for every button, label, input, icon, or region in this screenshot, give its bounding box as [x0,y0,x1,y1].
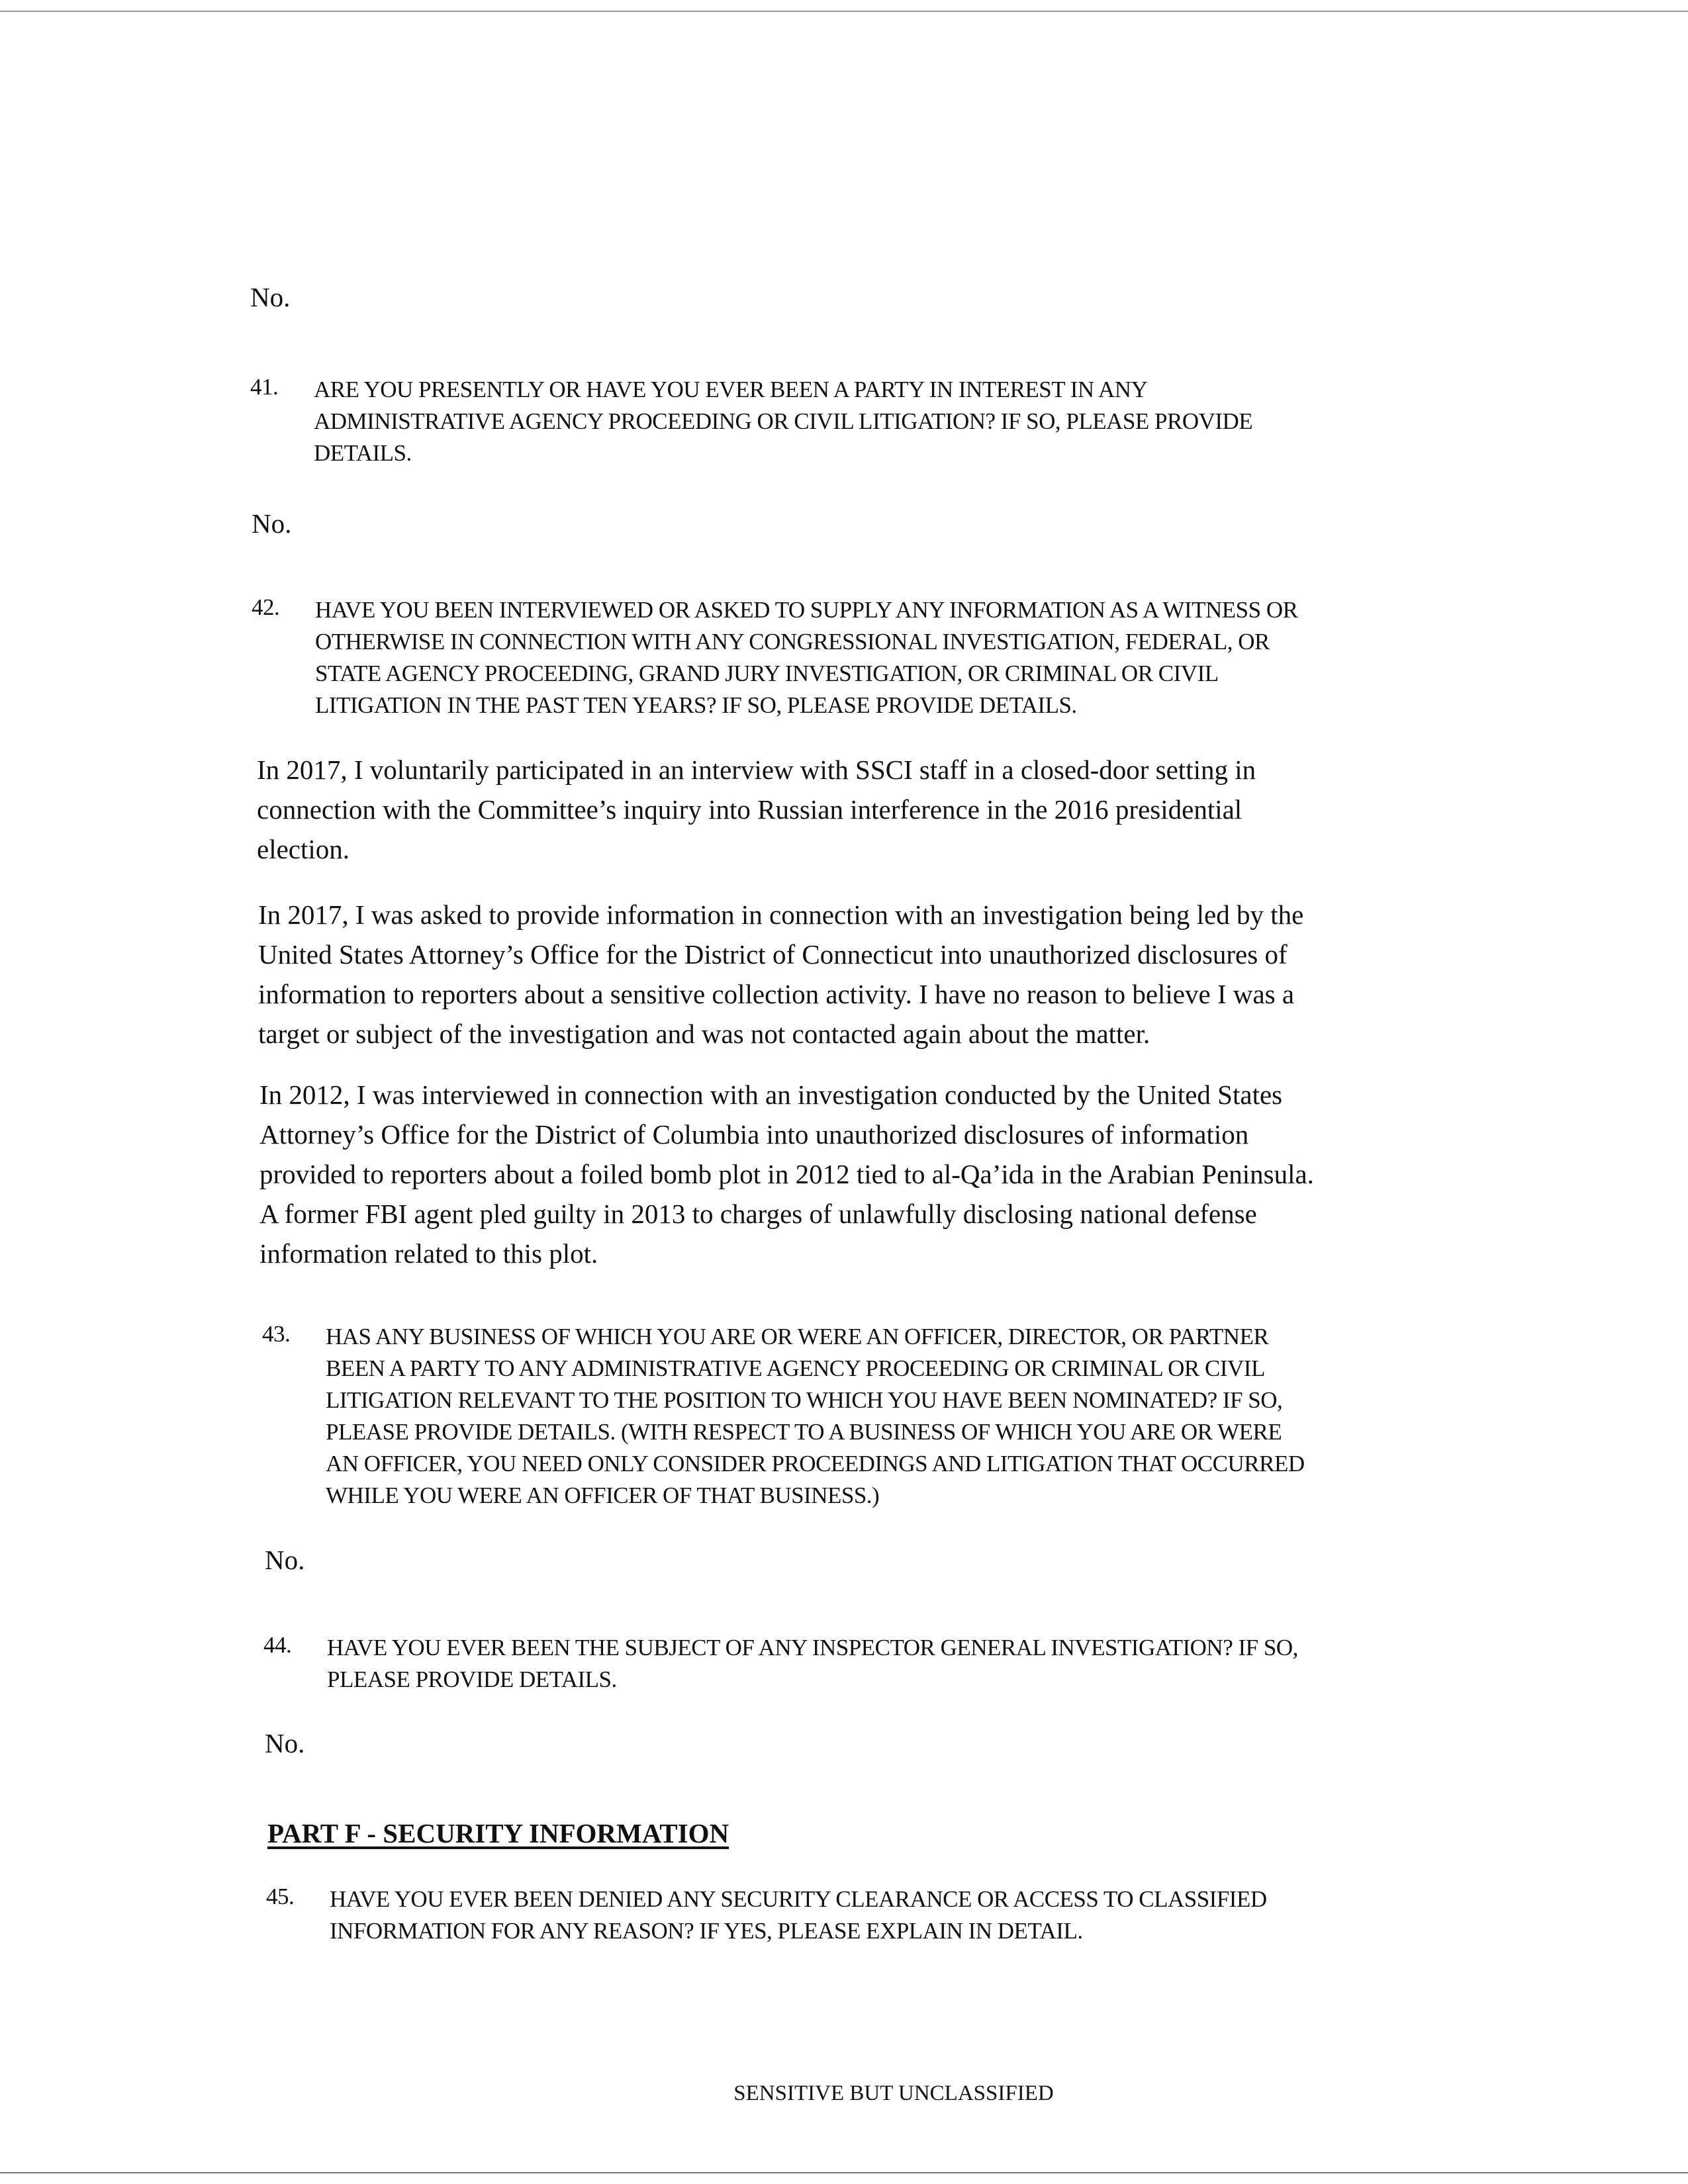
paragraph-line: connection with the Committee’s inquiry into Russian interference in the 2016 presidential [257,794,1243,825]
answer-43: No. [265,1545,305,1575]
paragraph-line: A former FBI agent pled guilty in 2013 to charges of unlawfully disclosing national defense [259,1199,1257,1229]
question-42 [252,594,1297,721]
question-line: PLEASE PROVIDE DETAILS. [327,1666,617,1692]
paragraph-line: Attorney’s Office for the District of Columbia into unauthorized disclosures of information [259,1119,1249,1150]
paragraph-line: provided to reporters about a foiled bomb plot in 2012 tied to al-Qa’ida in the Arabian Peninsula. [259,1159,1314,1189]
question-number: 42. [252,594,280,620]
answer-42-paragraph-2 [258,895,1303,1054]
question-line: ADMINISTRATIVE AGENCY PROCEEDING OR CIVIL LITIGATION? IF SO, PLEASE PROVIDE [314,408,1253,434]
question-45 [266,1884,1267,1947]
section-heading-part-f: PART F - SECURITY INFORMATION [267,1818,729,1848]
question-44 [263,1632,1298,1696]
answer-42-paragraph-1 [257,750,1256,869]
question-41 [250,374,1252,469]
question-line: BEEN A PARTY TO ANY ADMINISTRATIVE AGENCY PROCEEDING OR CRIMINAL OR CIVIL [326,1355,1265,1381]
top-rule [0,11,1688,12]
question-line: HAVE YOU BEEN INTERVIEWED OR ASKED TO SUPPLY ANY INFORMATION AS A WITNESS OR [315,597,1298,623]
question-line: HAS ANY BUSINESS OF WHICH YOU ARE OR WERE AN OFFICER, DIRECTOR, OR PARTNER [326,1324,1269,1349]
question-line: LITIGATION RELEVANT TO THE POSITION TO WHICH YOU HAVE BEEN NOMINATED? IF SO, [326,1387,1283,1413]
classification-footer: SENSITIVE BUT UNCLASSIFIED [733,2081,1054,2105]
answer-44: No. [265,1728,305,1758]
question-line: HAVE YOU EVER BEEN THE SUBJECT OF ANY INSPECTOR GENERAL INVESTIGATION? IF SO, [327,1635,1298,1661]
question-line: INFORMATION FOR ANY REASON? IF YES, PLEASE EXPLAIN IN DETAIL. [330,1918,1083,1944]
paragraph-line: election. [257,834,350,864]
question-line: HAVE YOU EVER BEEN DENIED ANY SECURITY CLEARANCE OR ACCESS TO CLASSIFIED [330,1886,1267,1912]
bottom-rule [0,2172,1688,2173]
paragraph-line: information to reporters about a sensitive collection activity. I have no reason to believe I was a [258,979,1295,1009]
question-line: STATE AGENCY PROCEEDING, GRAND JURY INVESTIGATION, OR CRIMINAL OR CIVIL [315,660,1219,686]
paragraph-line: In 2017, I voluntarily participated in an interview with SSCI staff in a closed-door setting in [257,754,1256,785]
answer-40: No. [250,282,291,312]
question-line: PLEASE PROVIDE DETAILS. (WITH RESPECT TO A BUSINESS OF WHICH YOU ARE OR WERE [326,1419,1282,1445]
question-43 [262,1321,1305,1512]
question-line: OTHERWISE IN CONNECTION WITH ANY CONGRESSIONAL INVESTIGATION, FEDERAL, OR [315,629,1270,655]
question-line: WHILE YOU WERE AN OFFICER OF THAT BUSINESS.) [326,1482,880,1508]
question-line: AN OFFICER, YOU NEED ONLY CONSIDER PROCEEDINGS AND LITIGATION THAT OCCURRED [326,1451,1305,1477]
answer-41: No. [252,508,292,539]
question-number: 44. [263,1632,292,1658]
question-line: LITIGATION IN THE PAST TEN YEARS? IF SO, PLEASE PROVIDE DETAILS. [315,692,1077,718]
question-line: ARE YOU PRESENTLY OR HAVE YOU EVER BEEN A PARTY IN INTEREST IN ANY [314,377,1148,402]
paragraph-line: United States Attorney’s Office for the District of Connecticut into unauthorized disclosures of [258,939,1288,970]
question-number: 43. [262,1321,291,1347]
paragraph-line: information related to this plot. [259,1238,598,1269]
question-number: 45. [266,1884,295,1909]
question-line: DETAILS. [314,440,412,466]
paragraph-line: In 2017, I was asked to provide information in connection with an investigation being led by the [258,899,1304,930]
paragraph-line: target or subject of the investigation and was not contacted again about the matter. [258,1019,1150,1049]
answer-42-paragraph-3 [259,1075,1314,1273]
paragraph-line: In 2012, I was interviewed in connection with an investigation conducted by the United States [259,1079,1283,1110]
question-number: 41. [250,374,279,400]
